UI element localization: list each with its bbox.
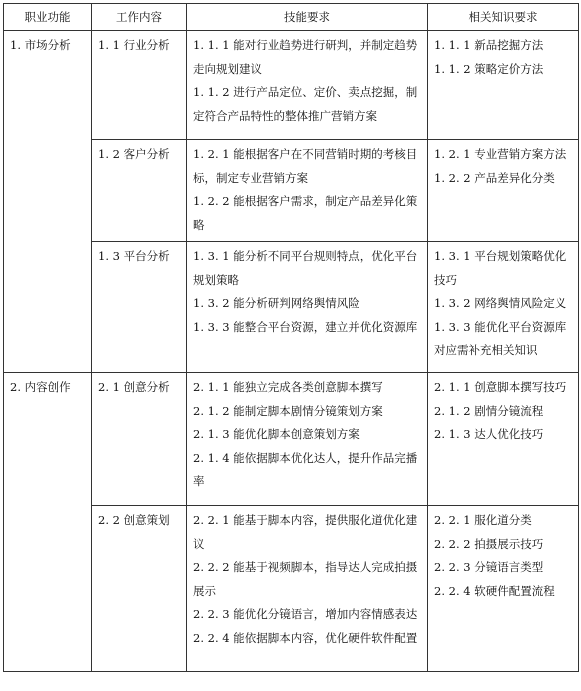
knowledge-line: 2. 2. 3 分镜语言类型	[434, 560, 544, 574]
work-label: 1. 3 平台分析	[98, 249, 170, 263]
header-row	[4, 4, 579, 31]
skill-line: 2. 2. 1 能基于脚本内容，提供服化道优化建	[193, 513, 418, 527]
knowledge-line: 2. 2. 2 拍摄展示技巧	[434, 536, 544, 551]
table-row	[4, 31, 579, 140]
knowledge-line: 1. 3. 3 能优化平台资源库	[434, 319, 567, 334]
header-knowledge-requirements: 相关知识要求	[428, 4, 579, 31]
knowledge-line: 对应需补充相关知识	[434, 343, 538, 357]
knowledge-cell	[428, 242, 579, 373]
knowledge-cell	[428, 506, 579, 672]
skill-line: 2. 1. 4 能依据脚本优化达人，提升作品完播	[193, 450, 418, 465]
knowledge-line: 1. 1. 1 新品挖掘方法	[434, 38, 544, 52]
function-label: 2. 内容创作	[10, 380, 71, 394]
skills-table	[3, 3, 579, 672]
knowledge-line: 2. 1. 1 创意脚本撰写技巧	[434, 380, 567, 394]
function-cell	[4, 373, 92, 672]
knowledge-cell	[428, 31, 579, 140]
header-work-content: 工作内容	[92, 4, 187, 31]
skill-line: 走向规划建议	[193, 61, 262, 76]
skill-line: 1. 3. 1 能分析不同平台规则特点，优化平台	[193, 249, 418, 263]
skill-line: 2. 2. 4 能依据脚本内容，优化硬件软件配置	[193, 630, 418, 645]
work-label: 2. 1 创意分析	[98, 380, 170, 394]
knowledge-line: 1. 2. 1 专业营销方案方法	[434, 147, 567, 161]
work-label: 2. 2 创意策划	[98, 513, 170, 527]
table-row	[4, 373, 579, 506]
skill-line: 1. 1. 2 进行产品定位、定价、卖点挖掘，制	[193, 85, 418, 99]
skill-line: 1. 3. 2 能分析研判网络舆情风险	[193, 296, 360, 310]
knowledge-cell	[428, 140, 579, 242]
skills-cell	[187, 242, 428, 373]
skills-cell	[187, 506, 428, 672]
skills-cell	[187, 373, 428, 506]
knowledge-line: 1. 3. 2 网络舆情风险定义	[434, 296, 567, 310]
knowledge-line: 技巧	[434, 272, 457, 287]
knowledge-line: 1. 3. 1 平台规划策略优化	[434, 249, 567, 263]
knowledge-line: 2. 1. 2 剧情分镜流程	[434, 403, 544, 418]
knowledge-line: 1. 2. 2 产品差异化分类	[434, 170, 555, 185]
work-label: 1. 2 客户分析	[98, 147, 170, 161]
skills-cell	[187, 140, 428, 242]
skill-line: 2. 1. 3 能优化脚本创意策划方案	[193, 427, 360, 441]
skill-line: 1. 1. 1 能对行业趋势进行研判，并制定趋势	[193, 38, 418, 52]
skill-line: 2. 2. 3 能优化分镜语言，增加内容情感表达	[193, 607, 418, 621]
skill-line: 2. 2. 2 能基于视频脚本，指导达人完成拍摄	[193, 560, 418, 574]
skill-line: 定符合产品特性的整体推广营销方案	[193, 108, 377, 123]
work-cell	[92, 242, 187, 373]
function-label: 1. 市场分析	[10, 38, 71, 52]
knowledge-line: 2. 1. 3 达人优化技巧	[434, 427, 544, 441]
skills-cell	[187, 31, 428, 140]
skill-line: 规划策略	[193, 272, 239, 287]
work-cell	[92, 506, 187, 672]
work-cell	[92, 31, 187, 140]
skill-line: 率	[193, 474, 205, 488]
skill-line: 2. 1. 2 能制定脚本剧情分镜策划方案	[193, 403, 383, 418]
work-cell	[92, 140, 187, 242]
skill-line: 标，制定专业营销方案	[193, 170, 308, 185]
skill-line: 议	[193, 536, 205, 551]
work-cell	[92, 373, 187, 506]
skill-line: 2. 1. 1 能独立完成各类创意脚本撰写	[193, 380, 383, 394]
knowledge-line: 2. 2. 4 软硬件配置流程	[434, 583, 555, 598]
work-label: 1. 1 行业分析	[98, 38, 170, 52]
header-skill-requirements: 技能要求	[187, 4, 428, 31]
skill-line: 略	[193, 217, 205, 232]
knowledge-cell	[428, 373, 579, 506]
knowledge-line: 2. 2. 1 服化道分类	[434, 513, 532, 527]
skill-line: 1. 2. 2 能根据客户需求，制定产品差异化策	[193, 194, 418, 208]
skill-line: 1. 3. 3 能整合平台资源，建立并优化资源库	[193, 319, 418, 334]
skill-line: 展示	[193, 583, 216, 598]
function-cell	[4, 31, 92, 373]
skill-line: 1. 2. 1 能根据客户在不同营销时期的考核目	[193, 147, 418, 161]
header-function: 职业功能	[4, 4, 92, 31]
knowledge-line: 1. 1. 2 策略定价方法	[434, 61, 544, 76]
